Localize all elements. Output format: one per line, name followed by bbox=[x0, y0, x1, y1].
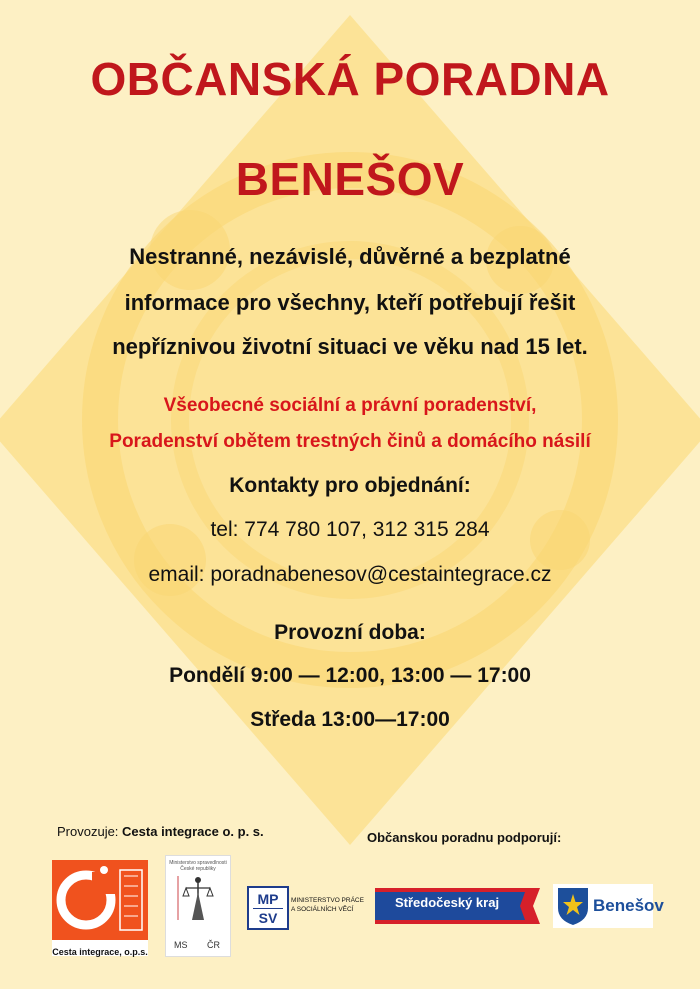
mpsv-mark bbox=[247, 886, 289, 930]
contact-email[interactable]: email: poradnabenesov@cestaintegrace.cz bbox=[148, 563, 552, 586]
stredocesky-kraj-logo bbox=[375, 888, 540, 924]
page-title-line2: BENEŠOV bbox=[235, 153, 465, 205]
mpsv-mark-top: MP bbox=[257, 891, 279, 907]
ministry-justice-logo bbox=[165, 855, 231, 957]
services-line1: Všeobecné sociální a právní poradenství, bbox=[163, 395, 537, 416]
cesta-integrace-logo bbox=[52, 860, 148, 956]
cesta-integrace-mark bbox=[52, 860, 148, 940]
cesta-integrace-caption: Cesta integrace, o.p.s. bbox=[52, 947, 148, 957]
services-line2: Poradenství obětem trestných činů a domácího násilí bbox=[109, 431, 591, 452]
mpsv-text-line1: MINISTERSTVO PRÁCE bbox=[291, 897, 364, 904]
hours-monday: Pondělí 9:00 — 12:00, 13:00 — 17:00 bbox=[169, 664, 531, 687]
mpsv-text-line2: A SOCIÁLNÍCH VĚCÍ bbox=[291, 906, 354, 913]
page-title-line1: OBČANSKÁ PORADNA bbox=[90, 53, 610, 105]
hours-wednesday: Středa 13:00—17:00 bbox=[250, 708, 450, 731]
kraj-text: Středočeský kraj bbox=[395, 895, 500, 910]
contact-phone[interactable]: tel: 774 780 107, 312 315 284 bbox=[210, 518, 490, 541]
intro-line1: Nestranné, nezávislé, důvěrné a bezplatné bbox=[129, 244, 571, 269]
benesov-logo bbox=[553, 884, 664, 928]
cr-label: ČR bbox=[207, 940, 220, 950]
mpsv-logo bbox=[247, 882, 364, 930]
hours-heading: Provozní doba: bbox=[274, 621, 426, 644]
mpsv-mark-bottom: SV bbox=[258, 910, 278, 926]
contacts-heading: Kontakty pro objednání: bbox=[229, 474, 471, 497]
operator-line bbox=[57, 824, 264, 839]
intro-line2: informace pro všechny, kteří potřebují řešit bbox=[124, 290, 576, 315]
operator-label: Provozuje: bbox=[57, 824, 119, 839]
benesov-shield-icon bbox=[556, 886, 590, 926]
supporters-label: Občanskou poradnu podporují: bbox=[367, 830, 562, 845]
justice-figure-icon bbox=[166, 872, 230, 924]
ms-label: MS bbox=[174, 940, 188, 950]
ministry-justice-header: Ministerstvo spravedlnosti České republiky bbox=[169, 860, 227, 872]
benesov-text: Benešov bbox=[593, 896, 664, 915]
operator-name: Cesta integrace o. p. s. bbox=[122, 824, 264, 839]
intro-line3: nepříznivou životní situaci ve věku nad 15 let. bbox=[112, 334, 588, 359]
